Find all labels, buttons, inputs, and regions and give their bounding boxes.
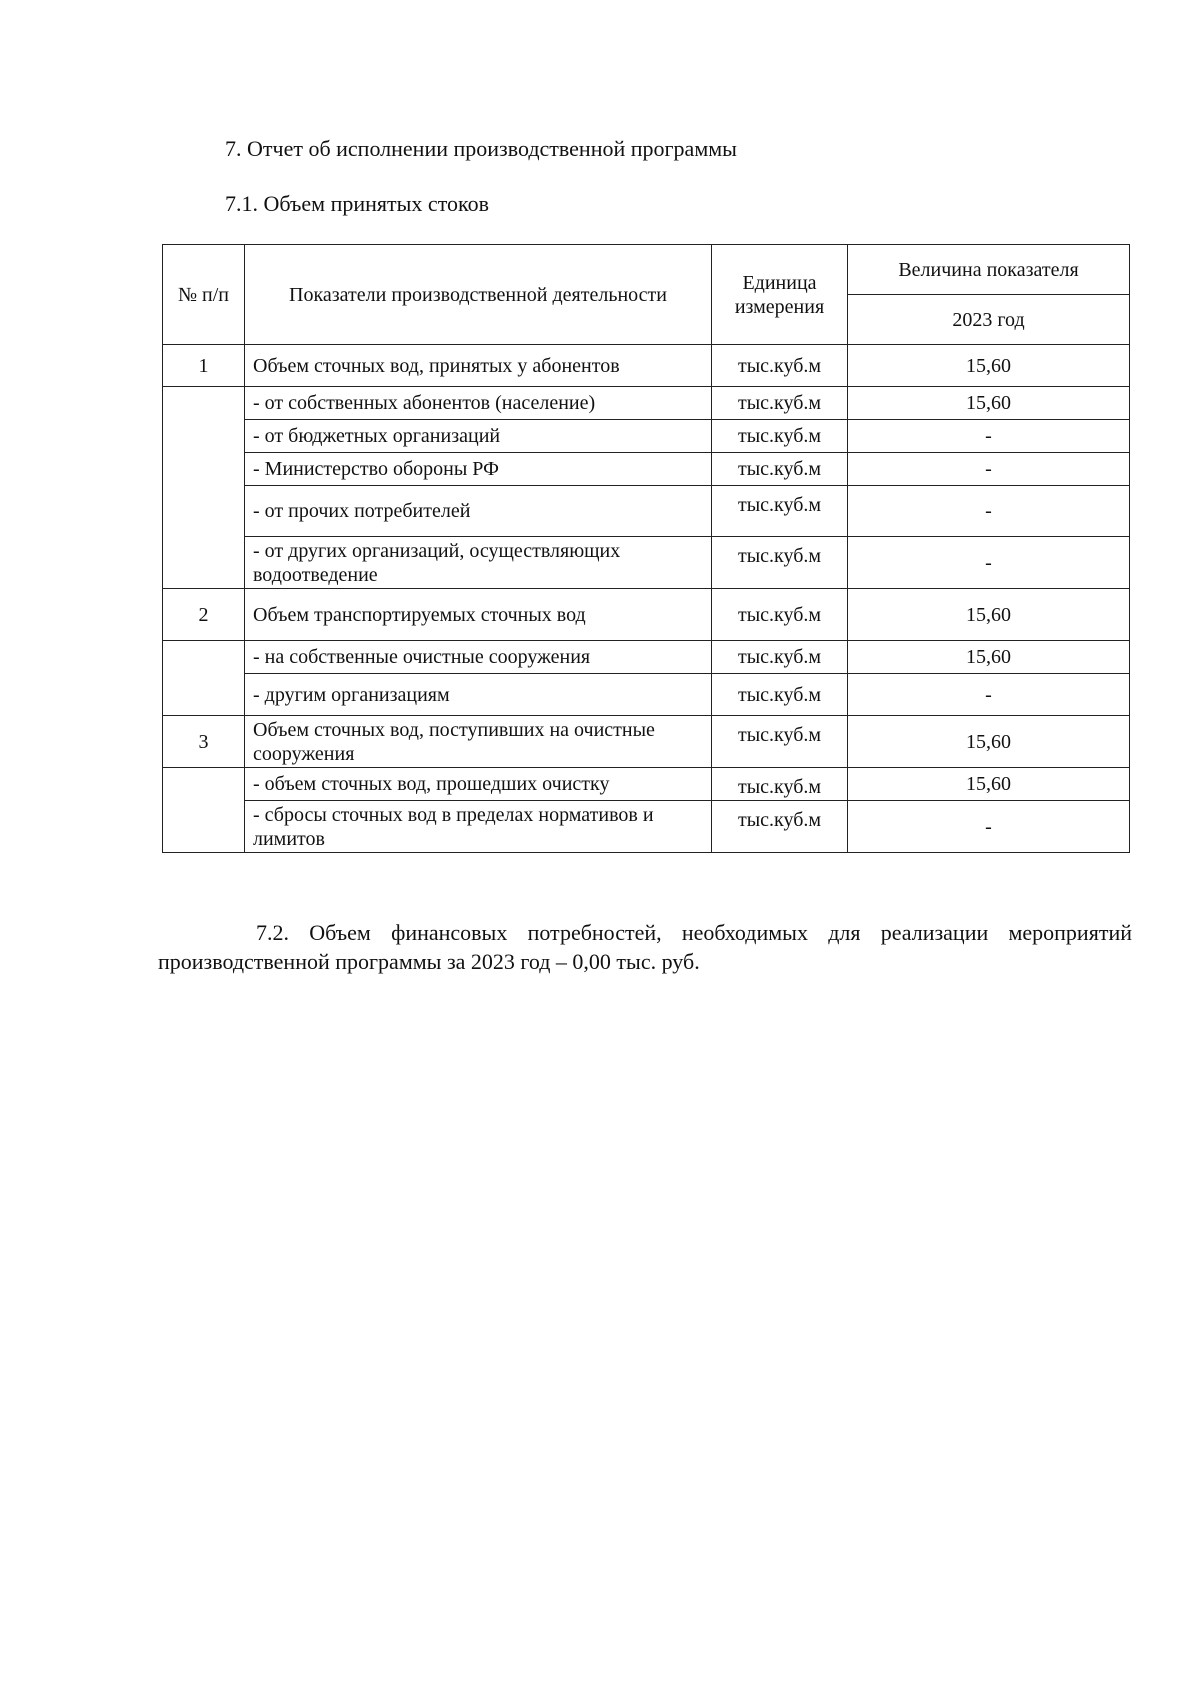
row-indicator: - от других организаций, осуществляющих водоотведение xyxy=(245,537,712,589)
row-value: 15,60 xyxy=(848,345,1130,387)
sewage-volume-table xyxy=(162,244,1130,853)
paragraph-text: 7.2. Объем финансовых потребностей, необходимых для реализации мероприятий производственной программы за 2023 год – 0,00 тыс. руб. xyxy=(158,920,1132,974)
section-heading: 7. Отчет об исполнении производственной программы xyxy=(225,136,737,161)
row-value: - xyxy=(848,420,1130,453)
financial-needs-paragraph xyxy=(158,918,1132,976)
row-indicator: - на собственные очистные сооружения xyxy=(245,641,712,674)
row-unit: тыс.куб.м xyxy=(712,801,848,853)
row-unit: тыс.куб.м xyxy=(712,768,848,801)
row-number: 2 xyxy=(163,589,245,641)
row-unit: тыс.куб.м xyxy=(712,345,848,387)
row-indicator: - сбросы сточных вод в пределах нормативов и лимитов xyxy=(245,801,712,853)
table-row xyxy=(163,387,1130,420)
header-indicator: Показатели производственной деятельности xyxy=(245,245,712,345)
row-unit: тыс.куб.м xyxy=(712,387,848,420)
table-row xyxy=(163,801,1130,853)
row-value: 15,60 xyxy=(848,768,1130,801)
table-row xyxy=(163,716,1130,768)
row-indicator: - от бюджетных организаций xyxy=(245,420,712,453)
row-value: 15,60 xyxy=(848,716,1130,768)
row-indicator: - от собственных абонентов (население) xyxy=(245,387,712,420)
row-indicator: Объем транспортируемых сточных вод xyxy=(245,589,712,641)
table-row xyxy=(163,589,1130,641)
row-indicator: Объем сточных вод, принятых у абонентов xyxy=(245,345,712,387)
row-number-empty xyxy=(163,768,245,853)
row-indicator: - от прочих потребителей xyxy=(245,486,712,537)
table-row xyxy=(163,486,1130,537)
row-indicator: - другим организациям xyxy=(245,674,712,716)
table-row xyxy=(163,537,1130,589)
table-row xyxy=(163,453,1130,486)
row-number: 1 xyxy=(163,345,245,387)
row-unit: тыс.куб.м xyxy=(712,589,848,641)
row-unit: тыс.куб.м xyxy=(712,716,848,768)
row-indicator: - объем сточных вод, прошедших очистку xyxy=(245,768,712,801)
header-value-group: Величина показателя xyxy=(848,245,1130,295)
row-value: 15,60 xyxy=(848,589,1130,641)
header-unit: Единица измерения xyxy=(712,245,848,345)
row-number-empty xyxy=(163,387,245,589)
row-unit: тыс.куб.м xyxy=(712,453,848,486)
row-unit: тыс.куб.м xyxy=(712,486,848,537)
row-value: - xyxy=(848,453,1130,486)
row-number-empty xyxy=(163,641,245,716)
header-number: № п/п xyxy=(163,245,245,345)
row-number: 3 xyxy=(163,716,245,768)
row-value: - xyxy=(848,801,1130,853)
header-year: 2023 год xyxy=(848,295,1130,345)
table-row xyxy=(163,420,1130,453)
row-value: - xyxy=(848,486,1130,537)
table-header-row xyxy=(163,245,1130,295)
table-row xyxy=(163,674,1130,716)
subsection-heading: 7.1. Объем принятых стоков xyxy=(225,191,489,216)
row-unit: тыс.куб.м xyxy=(712,537,848,589)
row-value: - xyxy=(848,674,1130,716)
row-indicator: - Министерство обороны РФ xyxy=(245,453,712,486)
table-row xyxy=(163,345,1130,387)
row-indicator: Объем сточных вод, поступивших на очистные сооружения xyxy=(245,716,712,768)
row-value: 15,60 xyxy=(848,387,1130,420)
row-unit: тыс.куб.м xyxy=(712,420,848,453)
row-unit: тыс.куб.м xyxy=(712,641,848,674)
table-row xyxy=(163,768,1130,801)
table-row xyxy=(163,641,1130,674)
row-value: - xyxy=(848,537,1130,589)
row-value: 15,60 xyxy=(848,641,1130,674)
row-unit: тыс.куб.м xyxy=(712,674,848,716)
